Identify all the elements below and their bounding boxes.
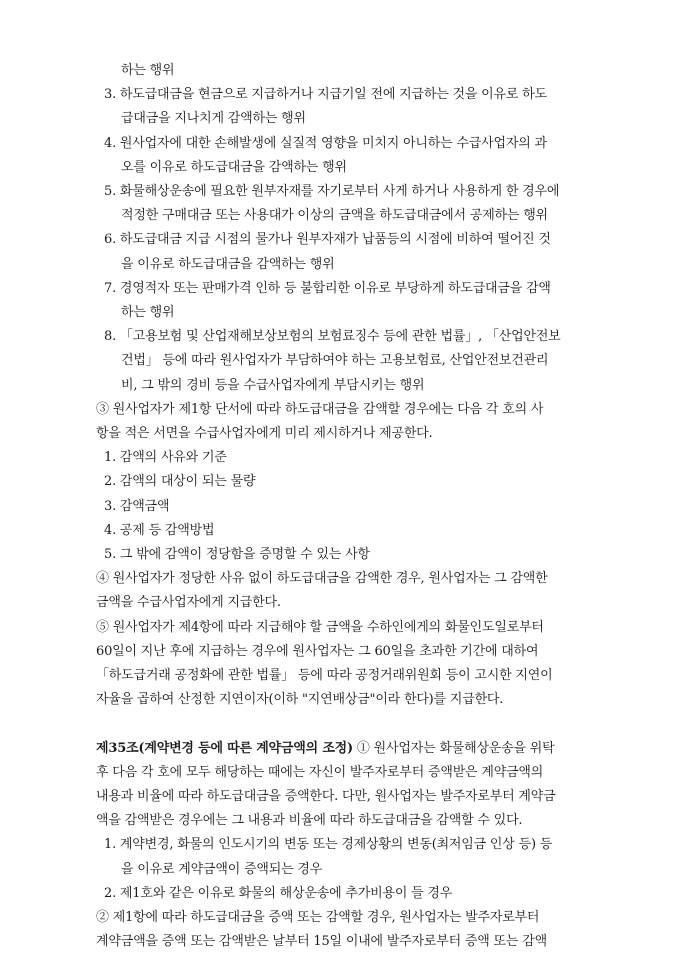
text-line: 2. 감액의 대상이 되는 물량	[104, 474, 256, 490]
text-line: 금액을 수급사업자에게 지급한다.	[96, 595, 281, 611]
text-line: 2. 제1호와 같은 이유로 화물의 해상운송에 추가비용이 들 경우	[104, 885, 453, 901]
text-line: ③ 원사업자가 제1항 단서에 따라 하도급대금을 감액할 경우에는 다음 각 호의 사	[96, 401, 544, 417]
text-line: ② 제1항에 따라 하도급대금을 증액 또는 감액할 경우, 원사업자는 발주자로부터	[96, 910, 540, 925]
text-line: ④ 원사업자가 정당한 사유 없이 하도급대금을 감액한 경우, 원사업자는 그 감액한	[96, 571, 548, 587]
text-line: 하는 행위	[121, 63, 175, 78]
text-line: 3. 하도급대금을 현금으로 지급하거나 지급기일 전에 지급하는 것을 이유로 하도	[104, 87, 547, 103]
text-line: 하는 행위	[121, 305, 175, 320]
text-line: 적정한 구매대금 또는 사용대가 이상의 금액을 하도급대금에서 공제하는 행위	[121, 208, 548, 224]
text-line: 항을 적은 서면을 수급사업자에게 미리 제시하거나 제공한다.	[96, 426, 433, 441]
text-line: 4. 공제 등 감액방법	[104, 522, 215, 538]
text-line: 7. 경영적자 또는 판매가격 인하 등 불합리한 이유로 부당하게 하도급대금을 감액	[104, 280, 551, 296]
text-line: 5. 그 밖에 감액이 정당함을 증명할 수 있는 사항	[104, 547, 370, 562]
text-line: 을 이유로 계약금액이 증액되는 경우	[121, 861, 323, 877]
text-line: 후 다음 각 호에 모두 해당하는 때에는 자신이 발주자로부터 증액받은 계약금액의	[96, 764, 544, 780]
text-line: 건법」 등에 따라 원사업자가 부담하여야 하는 고용보험료, 산업안전보건관리	[121, 353, 549, 369]
text-line: 액을 감액받은 경우에는 그 내용과 비율에 따라 하도급대금을 감액할 수 있다.	[96, 813, 523, 829]
text-line: 6. 하도급대금 지급 시점의 물가나 원부자재가 납품등의 시점에 비하여 떨어진 것	[104, 232, 551, 248]
text-line: 오를 이유로 하도급대금을 감액하는 행위	[121, 159, 347, 175]
text-line: 1. 계약변경, 화물의 인도시기의 변동 또는 경제상황의 변동(최저임금 인상 등) 등	[104, 837, 553, 853]
text-line: 계약금액을 증액 또는 감액받은 날부터 15일 이내에 발주자로부터 증액 또는 감액	[96, 934, 547, 950]
text-line: 60일이 지난 후에 지급하는 경우에 원사업자는 그 60일을 초과한 기간에 대하여	[96, 643, 539, 659]
article-title: 제35조(계약변경 등에 따른 계약금액의 조정)	[96, 740, 353, 756]
text-line: 1. 감액의 사유와 기준	[104, 450, 227, 466]
text-line: 내용과 비율에 따라 하도급대금을 증액한다. 다만, 원사업자는 발주자로부터 계약금	[96, 789, 556, 804]
text-line: 3. 감액금액	[104, 498, 170, 514]
text-line: 급대금을 지나치게 감액하는 행위	[121, 111, 306, 127]
text-line: 을 이유로 하도급대금을 감액하는 행위	[121, 256, 335, 272]
article-heading-line	[96, 737, 555, 761]
text-line: 자율을 곱하여 산정한 지연이자(이하 "지연배상금"이라 한다)를 지급한다.	[96, 692, 504, 708]
text-line: ⑤ 원사업자가 제4항에 따라 지급해야 할 금액을 수하인에게의 화물인도일로부터	[96, 619, 544, 635]
text-line: 5. 화물해상운송에 필요한 원부자재를 자기로부터 사게 하거나 사용하게 한 경우에	[104, 184, 560, 199]
text-line: 8. 「고용보험 및 산업재해보상보험의 보험료징수 등에 관한 법률」, 「산업안전보	[104, 329, 561, 345]
article-text: ① 원사업자는 화물해상운송을 위탁	[352, 740, 555, 756]
text-line: 4. 원사업자에 대한 손해발생에 실질적 영향을 미치지 아니하는 수급사업자의 과	[104, 135, 547, 151]
text-line: 비, 그 밖의 경비 등을 수급사업자에게 부담시키는 행위	[121, 377, 425, 393]
text-line: 「하도급거래 공정화에 관한 법률」 등에 따라 공정거래위원회 등이 고시한 지연이	[96, 668, 553, 683]
